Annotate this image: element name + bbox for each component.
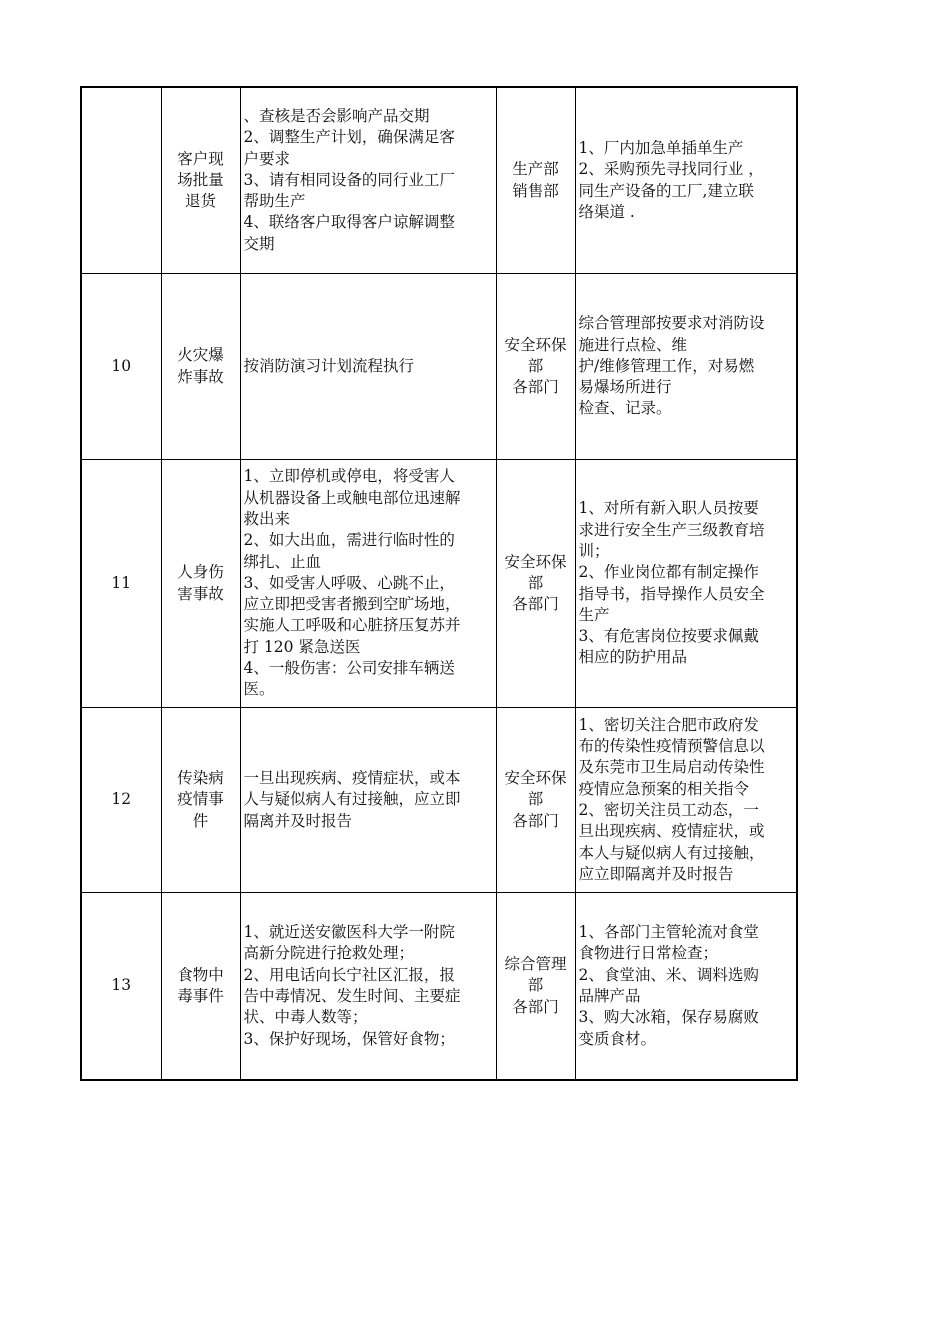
response-measures: 一旦出现疾病、疫情症状，或本 人与疑似病人有过接触，应立即 隔离并及时报告 (240, 708, 496, 893)
emergency-plan-table-page (80, 86, 796, 1081)
table-row (81, 87, 797, 274)
preventive-measures: 1、密切关注合肥市政府发 布的传染性疫情预警信息以 及东莞市卫生局启动传染性 疫情应急预案的相关指令 2、密切关注员工动态，一 旦出现疾病、疫情症状，或 本人与疑似病人有过接触， 应立即隔离并及时报告 (575, 708, 797, 893)
incident-type: 人身伤 害事故 (161, 460, 240, 708)
preventive-measures: 1、厂内加急单插单生产 2、采购预先寻找同行业 ， 同生产设备的工厂,建立联 络渠道 . (575, 87, 797, 274)
responsible-department: 安全环保 部 各部门 (496, 460, 575, 708)
incident-type: 火灾爆 炸事故 (161, 274, 240, 460)
responsible-department: 综合管理 部 各部门 (496, 893, 575, 1081)
preventive-measures: 综合管理部按要求对消防设 施进行点检、维 护/维修管理工作，对易燃 易爆场所进行 检查、记录。 (575, 274, 797, 460)
response-measures: 按消防演习计划流程执行 (240, 274, 496, 460)
table-row (81, 893, 797, 1081)
table-row (81, 460, 797, 708)
row-number: 12 (81, 708, 161, 893)
response-measures: 1、立即停机或停电，将受害人 从机器设备上或触电部位迅速解 救出来 2、如大出血，需进行临时性的 绑扎、止血 3、如受害人呼吸、心跳不止， 应立即把受害者搬到空旷场地， 实施人工呼吸和心脏挤压复苏并 打 120 紧急送医 4、一般伤害：公司安排车辆送 医。 (240, 460, 496, 708)
incident-type: 客户现 场批量 退货 (161, 87, 240, 274)
preventive-measures: 1、各部门主管轮流对食堂 食物进行日常检查； 2、食堂油、米、调料选购 品牌产品 3、购大冰箱，保存易腐败 变质食材。 (575, 893, 797, 1081)
table-row (81, 274, 797, 460)
row-number: 13 (81, 893, 161, 1081)
incident-type: 食物中 毒事件 (161, 893, 240, 1081)
incident-type: 传染病 疫情事 件 (161, 708, 240, 893)
responsible-department: 安全环保 部 各部门 (496, 274, 575, 460)
responsible-department: 安全环保 部 各部门 (496, 708, 575, 893)
row-number: 10 (81, 274, 161, 460)
table-row (81, 708, 797, 893)
row-number (81, 87, 161, 274)
responsible-department: 生产部 销售部 (496, 87, 575, 274)
response-measures: 、查核是否会影响产品交期 2、调整生产计划，确保满足客 户要求 3、请有相同设备的同行业工厂 帮助生产 4、联络客户取得客户谅解调整 交期 (240, 87, 496, 274)
response-measures: 1、就近送安徽医科大学一附院 高新分院进行抢救处理； 2、用电话向长宁社区汇报，报 告中毒情况、发生时间、主要症 状、中毒人数等； 3、保护好现场，保管好食物； (240, 893, 496, 1081)
row-number: 11 (81, 460, 161, 708)
preventive-measures: 1、对所有新入职人员按要 求进行安全生产三级教育培 训； 2、作业岗位都有制定操作 指导书，指导操作人员安全 生产 3、有危害岗位按要求佩戴 相应的防护用品 (575, 460, 797, 708)
emergency-measures-table (80, 86, 798, 1081)
